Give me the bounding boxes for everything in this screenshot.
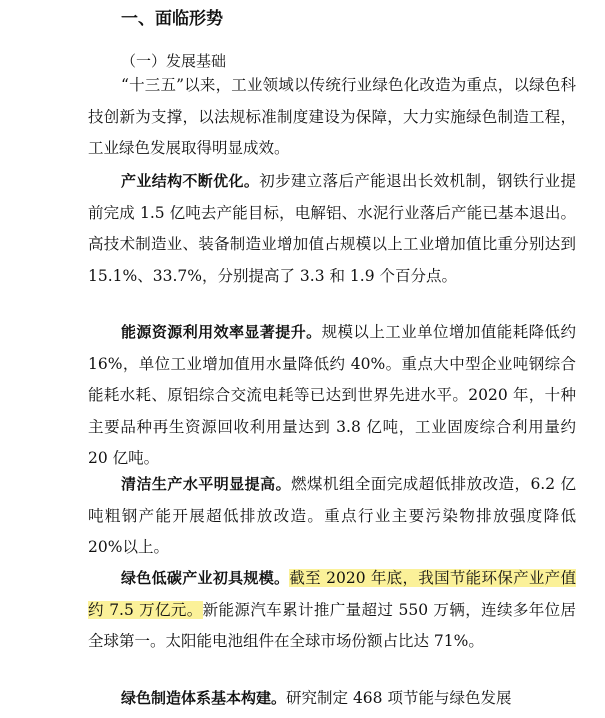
paragraph-title: 清洁生产水平明显提高。 — [121, 475, 292, 493]
highlighted-text: 截至 2020 年底，我国节能环保产业产值约 7.5 万亿元。 — [88, 569, 576, 619]
paragraph-energy-efficiency — [88, 317, 576, 475]
paragraph-title: 绿色制造体系基本构建。 — [121, 689, 287, 707]
paragraph-body: 燃煤机组全面完成超低排放改造，6.2 亿吨粗钢产能开展超低排放改造。重点行业主要污染物排放强度降低 20%以上。 — [88, 475, 576, 556]
paragraph-body: 新能源汽车累计推广量超过 550 万辆，连续多年位居全球第一。太阳能电池组件在全球市场份额占比达 71%。 — [88, 600, 576, 650]
paragraph-green-manufacturing — [88, 683, 576, 715]
paragraph-body: 初步建立落后产能退出长效机制，钢铁行业提前完成 1.5 亿吨去产能目标，电解铝、水泥行业落后产能已基本退出。高技术制造业、装备制造业增加值占规模以上工业增加值比重分别达到 15.1%、33.7%，分别提高了 3.3 和 1.9 个百分点。 — [88, 172, 576, 285]
paragraph-title: 产业结构不断优化。 — [121, 172, 260, 190]
paragraph-body: 研究制定 468 项节能与绿色发展 — [286, 689, 512, 707]
paragraph-title: 能源资源利用效率显著提升。 — [121, 323, 322, 341]
paragraph-green-industry — [88, 563, 576, 658]
paragraph-intro — [88, 70, 576, 165]
paragraph-body: 规模以上工业单位增加值能耗降低约 16%，单位工业增加值用水量降低约 40%。重点大中型企业吨钢综合能耗水耗、原铝综合交流电耗等已达到世界先进水平。2020 年，十种主要品种再生资源回收利用量达到 3.8 亿吨，工业固废综合利用量约 20 亿吨。 — [88, 323, 576, 467]
paragraph-title: 绿色低碳产业初具规模。 — [121, 569, 290, 587]
section-heading: 一、面临形势 — [121, 9, 223, 29]
paragraph-intro-text: “十三五”以来，工业领域以传统行业绿色化改造为重点，以绿色科技创新为支撑，以法规标准制度建设为保障，大力实施绿色制造工程，工业绿色发展取得明显成效。 — [88, 76, 576, 157]
section-subheading: （一）发展基础 — [121, 52, 227, 70]
paragraph-clean-production — [88, 469, 576, 564]
paragraph-industrial-structure — [88, 166, 576, 292]
